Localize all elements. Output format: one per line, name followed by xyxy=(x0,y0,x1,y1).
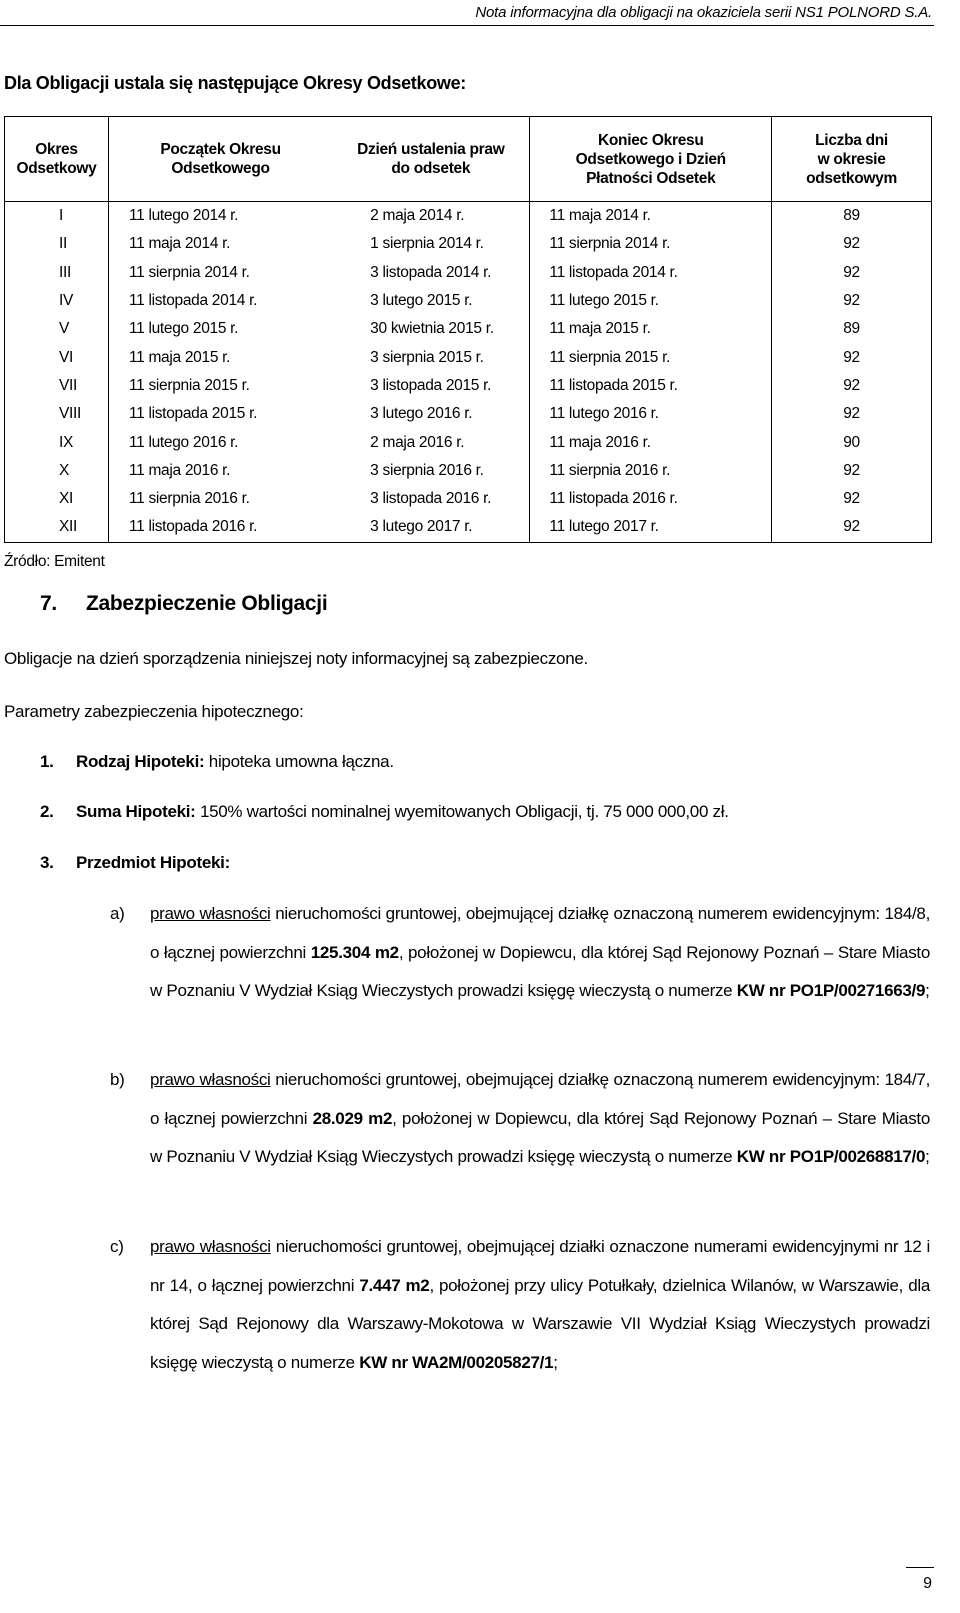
cell-dni: 92 xyxy=(772,343,932,371)
table-row xyxy=(5,315,932,343)
cell-poczatek: 11 sierpnia 2014 r. xyxy=(108,259,332,287)
cell-okres: II xyxy=(5,230,109,258)
cell-okres: V xyxy=(5,315,109,343)
param-item-1: 1. Rodzaj Hipoteki: hipoteka umowna łączna. xyxy=(40,752,394,771)
cell-ustalenie: 2 maja 2014 r. xyxy=(370,207,465,225)
table-row xyxy=(5,428,932,456)
cell-koniec: 11 sierpnia 2016 r. xyxy=(530,457,772,485)
table-row xyxy=(5,230,932,258)
intro-heading: Dla Obligacji ustala się następujące Okresy Odsetkowe: xyxy=(4,73,466,93)
cell-poczatek: 11 maja 2015 r. xyxy=(108,343,332,371)
cell-poczatek: 11 listopada 2016 r. xyxy=(108,513,332,542)
cell-ustalenie: 30 kwietnia 2015 r. xyxy=(370,320,494,338)
header-rule xyxy=(0,25,934,26)
cell-ustalenie: 3 lutego 2017 r. xyxy=(332,513,530,542)
cell-ustalenie: 2 maja 2016 r. xyxy=(370,433,465,451)
cell-poczatek: 11 listopada 2015 r. xyxy=(108,400,332,428)
cell-dni: 89 xyxy=(772,315,932,343)
cell-ustalenie: 3 listopada 2016 r. xyxy=(370,490,492,508)
header-poczatek: Początek Okresu Odsetkowego xyxy=(108,117,332,202)
cell-dni: 89 xyxy=(772,202,932,231)
cell-dni: 92 xyxy=(772,230,932,258)
running-header: Nota informacyjna dla obligacji na okaziciela serii NS1 POLNORD S.A. xyxy=(475,4,932,21)
cell-okres: IV xyxy=(5,287,109,315)
mortgage-item-b: b) prawo własności nieruchomości gruntowej, obejmującej działkę oznaczoną numerem ewidencyjnym: 184/7, o łącznej powierzchni 28.029 m2, położonej w Dopiewcu, dla której Sąd Rejonowy Poznań – Stare Miasto w Poznaniu V Wydział Ksiąg Wieczystych prowadzi księgę wieczystą o numerze KW nr PO1P/00268817/0; xyxy=(110,1070,930,1166)
section-title-text: Zabezpieczenie Obligacji xyxy=(86,592,328,615)
cell-koniec: 11 lutego 2017 r. xyxy=(530,513,772,542)
footer-rule xyxy=(906,1567,934,1568)
cell-ustalenie: 3 listopada 2015 r. xyxy=(370,376,492,394)
cell-dni: 90 xyxy=(772,428,932,456)
mortgage-item-a: a) prawo własności nieruchomości gruntowej, obejmującej działkę oznaczoną numerem ewidencyjnym: 184/8, o łącznej powierzchni 125.304 m2, położonej w Dopiewcu, dla której Sąd Rejonowy Poznań – Stare Miasto w Poznaniu V Wydział Ksiąg Wieczystych prowadzi księgę wieczystą o numerze KW nr PO1P/00271663/9; xyxy=(110,904,930,1000)
cell-ustalenie: 3 sierpnia 2015 r. xyxy=(370,348,484,366)
table-row xyxy=(5,287,932,315)
table-source: Źródło: Emitent xyxy=(4,553,105,570)
table-row xyxy=(5,202,932,231)
cell-dni: 92 xyxy=(772,287,932,315)
cell-koniec: 11 lutego 2016 r. xyxy=(530,400,772,428)
cell-okres: I xyxy=(5,202,109,231)
cell-dni: 92 xyxy=(772,457,932,485)
param-item-3: 3. Przedmiot Hipoteki: xyxy=(40,853,230,872)
cell-ustalenie: 3 sierpnia 2016 r. xyxy=(370,461,484,479)
table-row xyxy=(5,457,932,485)
cell-ustalenie: 3 lutego 2016 r. xyxy=(370,405,473,423)
cell-koniec: 11 listopada 2015 r. xyxy=(530,372,772,400)
cell-ustalenie: 3 lutego 2015 r. xyxy=(370,292,473,310)
cell-poczatek: 11 sierpnia 2016 r. xyxy=(108,485,332,513)
cell-koniec: 11 maja 2016 r. xyxy=(530,428,772,456)
table-row xyxy=(5,259,932,287)
cell-okres: IX xyxy=(5,428,109,456)
cell-koniec: 11 sierpnia 2014 r. xyxy=(530,230,772,258)
cell-okres: III xyxy=(5,259,109,287)
cell-poczatek: 11 maja 2014 r. xyxy=(108,230,332,258)
header-okres: Okres Odsetkowy xyxy=(5,117,109,202)
cell-poczatek: 11 sierpnia 2015 r. xyxy=(108,372,332,400)
cell-okres: VI xyxy=(5,343,109,371)
cell-dni: 92 xyxy=(772,259,932,287)
param-item-2: 2. Suma Hipoteki: 150% wartości nominalnej wyemitowanych Obligacji, tj. 75 000 000,00 zł. xyxy=(40,802,729,821)
interest-periods-table xyxy=(4,116,932,543)
cell-poczatek: 11 lutego 2016 r. xyxy=(108,428,332,456)
cell-poczatek: 11 lutego 2015 r. xyxy=(108,315,332,343)
cell-okres: X xyxy=(5,457,109,485)
cell-okres: XI xyxy=(5,485,109,513)
cell-dni: 92 xyxy=(772,372,932,400)
paragraph-parameters: Parametry zabezpieczenia hipotecznego: xyxy=(4,702,304,721)
cell-koniec: 11 maja 2014 r. xyxy=(530,202,772,231)
header-koniec: Koniec Okresu Odsetkowego i Dzień Płatności Odsetek xyxy=(530,117,772,202)
cell-koniec: 11 listopada 2014 r. xyxy=(530,259,772,287)
section-title xyxy=(40,592,327,616)
table-body xyxy=(5,202,932,543)
cell-dni: 92 xyxy=(772,400,932,428)
cell-dni: 92 xyxy=(772,513,932,542)
cell-koniec: 11 maja 2015 r. xyxy=(530,315,772,343)
table-header-row xyxy=(5,117,932,202)
cell-okres: VII xyxy=(5,372,109,400)
table-row xyxy=(5,372,932,400)
cell-ustalenie: 1 sierpnia 2014 r. xyxy=(370,235,484,253)
cell-koniec: 11 listopada 2016 r. xyxy=(530,485,772,513)
mortgage-item-c: c) prawo własności nieruchomości gruntowej, obejmującej działki oznaczone numerami ewidencyjnymi nr 12 i nr 14, o łącznej powierzchni 7.447 m2, położonej przy ulicy Potułkały, dzielnica Wilanów, w Warszawie, dla której Sąd Rejonowy dla Warszawy-Mokotowa w Warszawie VII Wydział Ksiąg Wieczystych prowadzi księgę wieczystą o numerze KW nr WA2M/00205827/1; xyxy=(110,1237,930,1372)
cell-poczatek: 11 listopada 2014 r. xyxy=(108,287,332,315)
table-row xyxy=(5,485,932,513)
table-row xyxy=(5,400,932,428)
cell-okres: VIII xyxy=(5,400,109,428)
cell-koniec: 11 lutego 2015 r. xyxy=(530,287,772,315)
cell-ustalenie: 3 listopada 2014 r. xyxy=(370,263,492,281)
cell-koniec: 11 sierpnia 2015 r. xyxy=(530,343,772,371)
cell-poczatek: 11 maja 2016 r. xyxy=(108,457,332,485)
page-number: 9 xyxy=(923,1575,932,1592)
section-number: 7. xyxy=(40,592,57,615)
header-dni: Liczba dni w okresie odsetkowym xyxy=(772,117,932,202)
paragraph-secured: Obligacje na dzień sporządzenia niniejszej noty informacyjnej są zabezpieczone. xyxy=(4,649,588,668)
cell-dni: 92 xyxy=(772,485,932,513)
table-row xyxy=(5,343,932,371)
table-row xyxy=(5,513,932,542)
cell-poczatek: 11 lutego 2014 r. xyxy=(108,202,332,231)
cell-okres: XII xyxy=(5,513,109,542)
header-ustalenie: Dzień ustalenia praw do odsetek xyxy=(332,117,530,202)
